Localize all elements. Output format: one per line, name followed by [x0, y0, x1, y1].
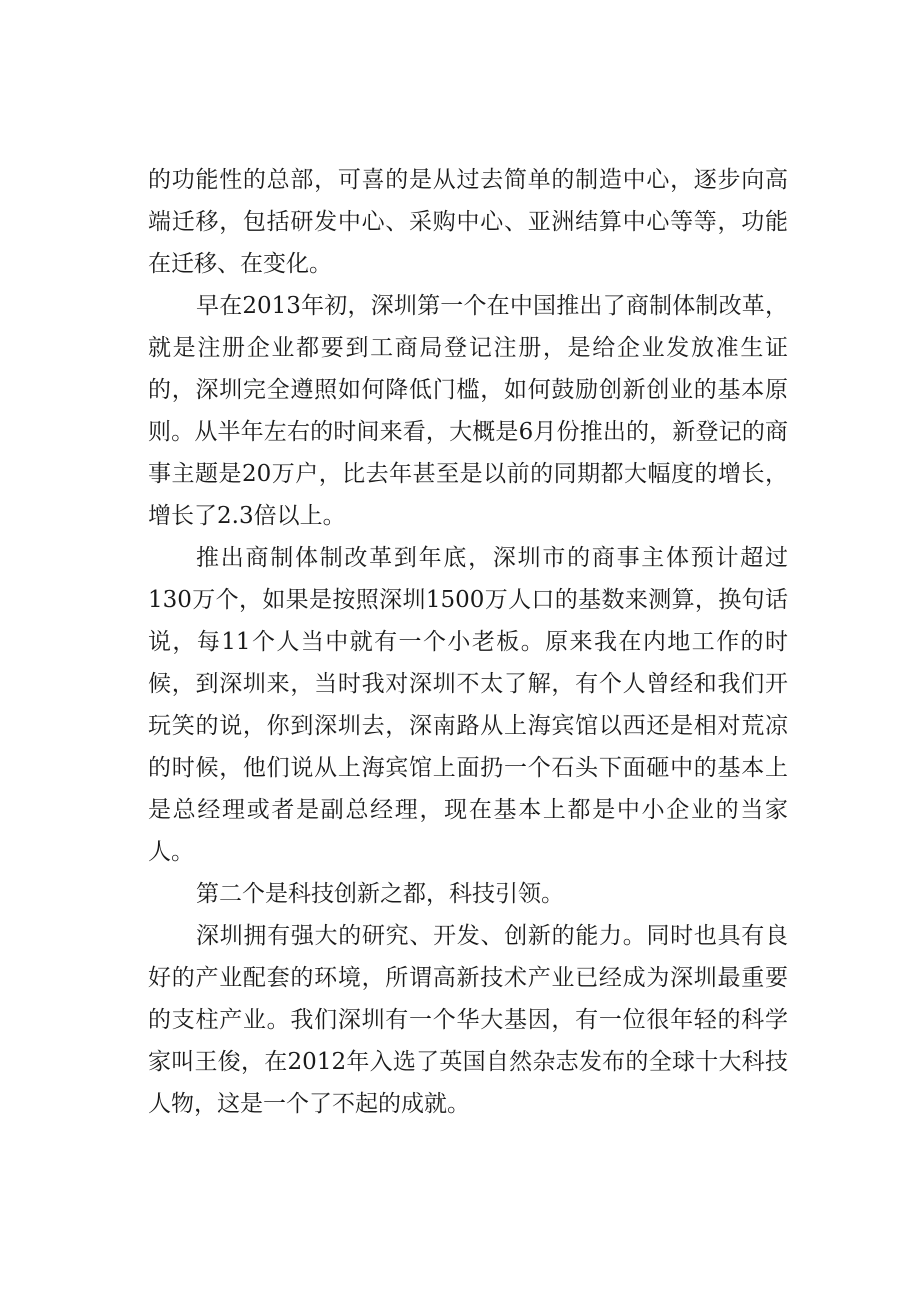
document-body	[148, 159, 788, 1125]
paragraph-reform-2013: 早在2013年初，深圳第一个在中国推出了商制体制改革，就是注册企业都要到工商局登记注册，是给企业发放准生证的，深圳完全遵照如何降低门槛，如何鼓励创新创业的基本原则。从半年左右的时间来看，大概是6月份推出的，新登记的商事主题是20万户，比去年甚至是以前的同期都大幅度的增长，增长了2.3倍以上。	[148, 293, 788, 529]
paragraph-research-capability: 深圳拥有强大的研究、开发、创新的能力。同时也具有良好的产业配套的环境，所谓高新技术产业已经成为深圳最重要的支柱产业。我们深圳有一个华大基因，有一位很年轻的科学家叫王俊，在2012年入选了英国自然杂志发布的全球十大科技人物，这是一个了不起的成就。	[148, 923, 788, 1117]
paragraph-continuation: 的功能性的总部，可喜的是从过去简单的制造中心，逐步向高端迁移，包括研发中心、采购中心、亚洲结算中心等等，功能在迁移、在变化。	[148, 167, 788, 277]
paragraph-tech-innovation-heading: 第二个是科技创新之都，科技引领。	[196, 881, 564, 907]
paragraph-business-entities: 推出商制体制改革到年底，深圳市的商事主体预计超过130万个，如果是按照深圳1500万人口的基数来测算，换句话说，每11个人当中就有一个小老板。原来我在内地工作的时候，到深圳来，当时我对深圳不太了解，有个人曾经和我们开玩笑的说，你到深圳去，深南路从上海宾馆以西还是相对荒凉的时候，他们说从上海宾馆上面扔一个石头下面砸中的基本上是总经理或者是副总经理，现在基本上都是中小企业的当家人。	[148, 545, 788, 865]
